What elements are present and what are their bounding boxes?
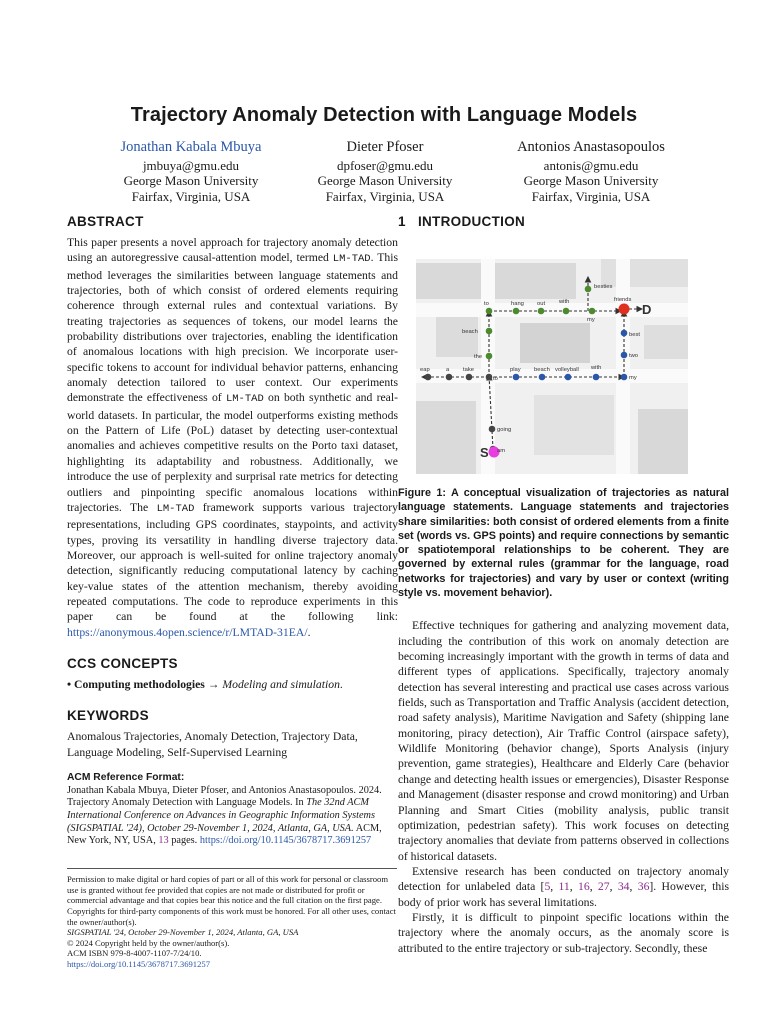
svg-text:with: with: [559, 299, 570, 305]
point-volleyball: [565, 374, 572, 381]
permission-footnote: Permission to make digital or hard copies of part or all of this work for personal or classroom use is granted without fee provided that copies are not made or distributed for profit or commercial advantage and that copies bear this notice and the full citation on the first page. Copyrights for third-party components of this work must be honored. For all other uses, contact the owner/author(s). SIGSPATIAL '24, October 29-November 1, 2024, Atlanta, GA, USA © 2024 Copyright held by the owner/author(s). ACM ISBN 979-8-4007-1107-7/24/10. https://doi.org/10.1145/3678717.3691257: [67, 868, 397, 969]
author-location: Fairfax, Virginia, USA: [531, 188, 651, 204]
citation[interactable]: 16: [578, 880, 590, 894]
author-affiliation: George Mason University: [123, 173, 259, 188]
intro-paragraph-1: Effective techniques for gathering and analyzing movement data, including the contribution of this work on anomaly detection are becoming increasingly important with the growth in terms of data and different types of applications. Specifically, trajectory anomaly detection has several interesting and practical use cases across various fields, such as Transportation and Traffic Analysis (accident detection, road safety analysis), Maritime Navigation and Safety (shipping lane monitoring, piracy detection), Air Traffic Control (airspace safety), Wildlife Monitoring (behavior change), Sports Analysis (injury prevention, game strategies), Healthcare and Elderly Care (behavior change and detecting health issues or emergencies), Disaster Response and Management (disaster response and crowd monitoring) and Urban Planning and Smart Cities (mobility analysis, public transit optimization, pedestrian safety). This work focuses on detecting trajectory anomalies that deviate from patterns observed in collections of historical datasets.: [398, 619, 729, 863]
building: [416, 401, 476, 474]
point-two: [621, 352, 628, 359]
svg-text:am: am: [497, 448, 506, 454]
point-take: [466, 374, 473, 381]
left-column: [67, 214, 398, 970]
author-2: [270, 140, 500, 204]
author-affiliation: George Mason University: [523, 173, 659, 188]
author-location: Fairfax, Virginia, USA: [325, 188, 445, 204]
figure-1: [416, 259, 688, 474]
acm-reference-heading: ACM Reference Format:: [67, 771, 185, 783]
acm-reference: [67, 772, 398, 848]
code-link[interactable]: https://anonymous.4open.science/r/LMTAD-31EA/: [67, 625, 308, 639]
author-location: Fairfax, Virginia, USA: [131, 188, 251, 204]
svg-text:going: going: [497, 427, 512, 433]
svg-text:two: two: [629, 353, 639, 359]
keywords-text: Anomalous Trajectories, Anomaly Detection, Trajectory Data, Language Modeling, Self-Supervised Learning: [67, 730, 358, 759]
svg-text:best: best: [629, 332, 640, 338]
point-with-top: [563, 308, 570, 315]
point-a: [446, 374, 453, 381]
svg-text:friends: friends: [614, 297, 632, 303]
end-point: [619, 304, 630, 315]
ccs-heading: CCS CONCEPTS: [67, 655, 178, 671]
end-label: D: [642, 302, 652, 317]
point-my-top: [589, 308, 596, 315]
svg-text:volleyball: volleyball: [555, 367, 579, 373]
svg-text:eap: eap: [420, 367, 430, 373]
trajectory-map: [416, 259, 688, 474]
figure-caption: Figure 1: A conceptual visualization of trajectories as natural language statements. Language statements and trajectories share similarities: both consist of ordered elements from a finite set (words vs. GPS points) and require connections by semantic or spatiotemporal relationships to be coherent. They are governed by external rules (grammar for the language, road networks for trajectories) and vary by user or context (writing style vs. movement behavior).: [398, 487, 729, 600]
svg-text:beach: beach: [534, 367, 550, 373]
doi-link[interactable]: https://doi.org/10.1145/3678717.3691257: [199, 835, 372, 847]
svg-text:besties: besties: [594, 284, 613, 290]
citation[interactable]: 5: [544, 880, 551, 894]
svg-text:take: take: [463, 367, 474, 373]
intro-paragraph-3: Firstly, it is difficult to pinpoint specific locations within the trajectory where the anomaly occurs, as the anomaly score is attributed to the entire trajectory or sub-trajectory. Secondly, these: [398, 910, 729, 955]
svg-text:beach: beach: [462, 329, 478, 335]
building: [601, 259, 688, 287]
point-beach-m: [539, 374, 546, 381]
intro-paragraph-2: Extensive research has been conducted on trajectory anomaly detection for unlabeled data [5, 11, 16, 27, 34, 36]. However, this body of prior work has several limitations.: [398, 864, 729, 909]
svg-text:play: play: [510, 367, 521, 373]
point-hang: [513, 308, 520, 315]
building: [644, 325, 688, 359]
point-play: [513, 374, 520, 381]
author-name: Antonios Anastasopoulos: [517, 139, 665, 155]
start-label: S: [480, 445, 489, 460]
svg-text:to: to: [493, 376, 498, 382]
point-the: [486, 353, 493, 360]
point-beach-l: [486, 328, 493, 335]
point-besties: [585, 286, 592, 293]
point-best: [621, 330, 628, 337]
building: [436, 317, 478, 357]
point-out: [538, 308, 545, 315]
point-to-mid: [486, 374, 493, 381]
point-going: [489, 426, 496, 433]
building: [534, 395, 614, 455]
abstract-text: This paper presents a novel approach for trajectory anomaly detection using an autoregressive causal-attention model, termed LM-TAD. This method leverages the similarities between language statements and trajectories, both of which consist of ordered elements requiring coherence through external rules and contextual variations. By treating trajectories as sequences of tokens, our model learns the probability distributions over trajectories, enabling the identification of anomalous locations with high precision. We incorporate user-specific tokens to account for individual behavior patterns, enhancing anomaly detection tailored to user context. Our experiments demonstrate the effectiveness of LM-TAD on both synthetic and real-world datasets. In particular, the model outperforms existing methods on the Pattern of Life (PoL) dataset by detecting user-contextual anomalies and achieves competitive results on the Porto taxi dataset, highlighting its adaptability and robustness. Additionally, we introduce the use of perplexity and surprisal rate metrics for detecting outliers and pinpointing specific anomalous locations within trajectories. The LM-TAD framework supports various trajectory representations, including GPS coordinates, staypoints, and activity types, proving its versatility in handling diverse trajectory data. Moreover, our approach is well-suited for online trajectory anomaly detection, significantly reducing computational latency by caching key-value states of the attention mechanism, thereby avoiding repeated computations. The code to reproduce experiments in this paper can be found at the following link: https://anonymous.4open.science/r/LMTAD-31EA/.: [67, 236, 399, 639]
author-3: [476, 140, 706, 204]
ccs-text: • Computing methodologies → Modeling and simulation.: [67, 677, 343, 691]
svg-text:with: with: [591, 365, 602, 371]
abstract-heading: ABSTRACT: [67, 214, 144, 229]
author-email: dpfoser@gmu.edu: [336, 157, 434, 173]
intro-heading: 1 INTRODUCTION: [398, 214, 526, 229]
keywords-heading: KEYWORDS: [67, 708, 149, 724]
svg-text:a: a: [446, 367, 450, 373]
point-to-top: [486, 308, 493, 315]
point-with-mid: [593, 374, 600, 381]
author-affiliation: George Mason University: [317, 173, 453, 188]
author-email: antonis@gmu.edu: [543, 157, 639, 173]
svg-text:my: my: [587, 317, 595, 323]
author-name: Dieter Pfoser: [346, 139, 424, 155]
building: [416, 263, 576, 299]
road: [616, 259, 630, 474]
svg-text:hang: hang: [511, 301, 524, 307]
point-my-mid: [621, 374, 628, 381]
citation[interactable]: 11: [558, 880, 570, 894]
svg-text:the: the: [474, 354, 483, 360]
acm-reference-text: Jonathan Kabala Mbuya, Dieter Pfoser, and Antonios Anastasopoulos. 2024. Trajectory Anomaly Detection with Language Models. In The 32nd ACM International Conference on Advances in Geographic Information Systems (SIGSPATIAL '24), October 29-November 1, 2024, Atlanta, GA, USA. ACM, New York, NY, USA, 13 pages. https://doi.org/10.1145/3678717.3691257: [67, 784, 382, 847]
building: [520, 323, 590, 363]
paper-title: Trajectory Anomaly Detection with Language Models: [130, 104, 638, 126]
svg-text:to: to: [484, 301, 489, 307]
svg-text:my: my: [629, 375, 637, 381]
footnote-doi-link[interactable]: https://doi.org/10.1145/3678717.3691257: [67, 958, 210, 969]
citation[interactable]: 34: [617, 880, 630, 894]
road: [416, 369, 688, 383]
author-email: jmbuya@gmu.edu: [142, 157, 240, 173]
building: [638, 409, 688, 474]
right-column: [398, 214, 729, 956]
author-name[interactable]: Jonathan Kabala Mbuya: [120, 139, 262, 155]
point-eap: [425, 374, 432, 381]
citation[interactable]: 27: [597, 880, 610, 894]
svg-text:out: out: [537, 301, 546, 307]
citation[interactable]: 36: [637, 880, 650, 894]
